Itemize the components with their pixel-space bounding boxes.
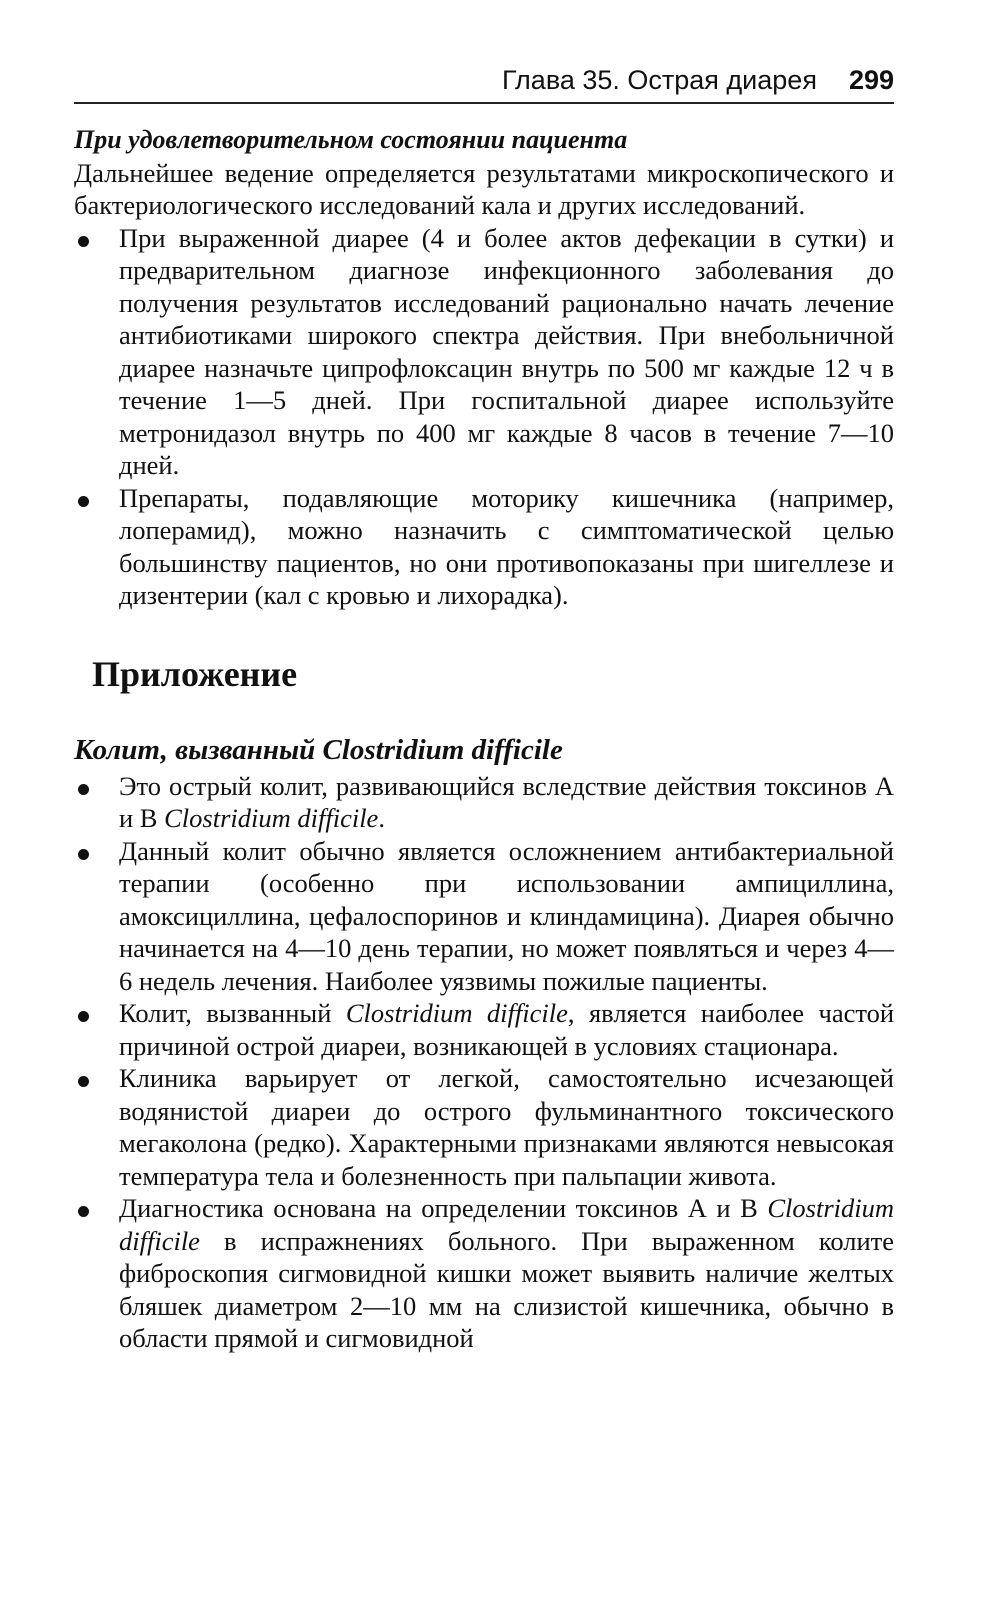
organism-name: Clostridium difficile xyxy=(119,1193,894,1256)
list-item xyxy=(74,1192,894,1355)
list-item xyxy=(74,997,894,1062)
colitis-bullet-list xyxy=(74,770,894,1355)
running-header xyxy=(74,62,894,104)
bullet-icon xyxy=(78,496,89,507)
chapter-title: Глава 35. Острая диарея xyxy=(501,65,817,95)
page-number: 299 xyxy=(848,65,894,95)
list-item-text: Клиника варьирует от легкой, самостоятельно исчезающей водянистой диареи до острого фульминантного токсического мегаколона (редко). Характерными признаками являются невысокая температура тела и болезненность при пальпации живота. xyxy=(119,1063,894,1191)
list-item-text: , является наиболее частой причиной острой диареи, возникающей в условиях стационара. xyxy=(119,998,895,1061)
list-item-text: Препараты, подавляющие моторику кишечника (например, лоперамид), можно назначить с симптоматической целью большинству пациентов, но они противопоказаны при шигеллезе и дизентерии (кал с кровью и лихорадка). xyxy=(119,482,894,610)
bullet-icon xyxy=(78,1076,89,1087)
list-item xyxy=(74,222,894,482)
list-item-text: При выраженной диарее (4 и более актов дефекации в сутки) и предварительном диагнозе инфекционного заболевания до получения результатов исследований рационально начать лечение антибиотиками широкого спектра действия. При внебольничной диарее назначьте ципрофлоксацин внутрь по 500 мг каждые 12 ч в течение 1—5 дней. При госпитальной диарее используйте метронидазол внутрь по 400 мг каждые 8 часов в течение 7—10 дней. xyxy=(119,222,894,480)
appendix-title: Приложение xyxy=(92,653,298,694)
organism-name: Clostridium difficile xyxy=(164,803,379,833)
subheading-satisfactory-condition: При удовлетворительном состоянии пациента xyxy=(74,125,628,154)
list-item-text: . xyxy=(378,803,385,833)
organism-name: Clostridium difficile xyxy=(345,998,568,1028)
list-item xyxy=(74,1062,894,1192)
list-item xyxy=(74,770,894,835)
bullet-icon xyxy=(78,849,89,860)
bullet-icon xyxy=(78,1206,89,1217)
bullet-icon xyxy=(78,1011,89,1022)
list-item-text: Данный колит обычно является осложнением антибактериальной терапии (особенно при использовании ампициллина, амоксициллина, цефалоспоринов и клиндамицина). Диарея обычно начинается на 4—10 день терапии, но может появляться и через 4—6 недель лечения. Наиболее уязвимы пожилые пациенты. xyxy=(119,835,894,996)
list-item-text: Диагностика основана на определении токсинов А и В xyxy=(119,1193,768,1223)
list-item-text: Это острый колит, развивающийся вследствие действия токсинов А и В xyxy=(119,770,894,833)
list-item-text: в испражнениях больного. При выраженном колите фиброскопия сигмовидной кишки может выявить наличие желтых бляшек диаметром 2—10 мм на слизистой кишечника, обычно в области прямой и сигмовидной xyxy=(119,1225,894,1353)
management-bullet-list xyxy=(74,222,894,612)
list-item-text: Колит, вызванный xyxy=(119,998,346,1028)
bullet-icon xyxy=(78,784,89,795)
list-item xyxy=(74,482,894,612)
bullet-icon xyxy=(78,236,89,247)
list-item xyxy=(74,835,894,998)
intro-paragraph: Дальнейшее ведение определяется результатами микроскопического и бактериологического исследований кала и других исследований. xyxy=(74,157,894,220)
page-body xyxy=(74,124,894,1355)
subheading-clostridium-colitis: Колит, вызванный Clostridium difficile xyxy=(74,733,563,766)
